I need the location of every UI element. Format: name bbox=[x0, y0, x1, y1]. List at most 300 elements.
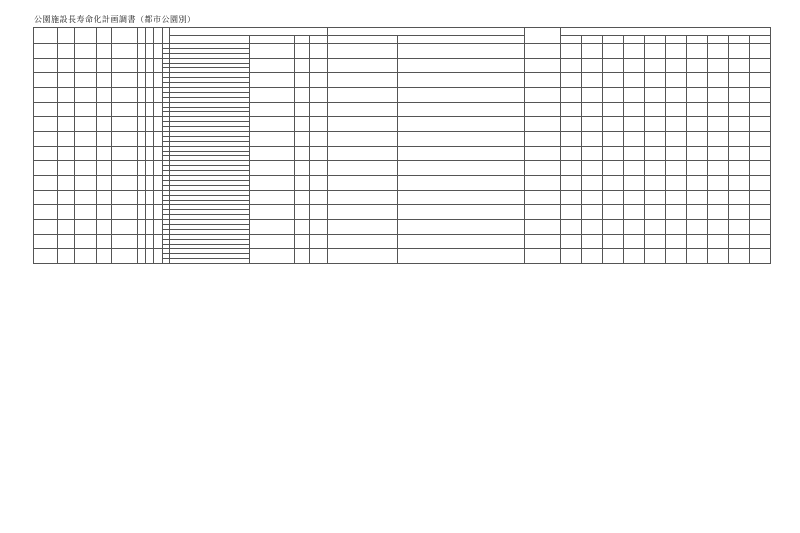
table-cell bbox=[602, 176, 623, 191]
table-cell bbox=[34, 190, 58, 205]
table-cell bbox=[581, 161, 602, 176]
table-cell bbox=[665, 117, 686, 132]
table-cell bbox=[34, 102, 58, 117]
table-cell bbox=[749, 190, 770, 205]
table-cell bbox=[75, 220, 97, 235]
table-cell bbox=[665, 234, 686, 249]
table-cell bbox=[686, 249, 707, 264]
table-cell bbox=[665, 176, 686, 191]
table-cell bbox=[560, 132, 581, 147]
table-cell bbox=[328, 205, 398, 220]
table-cell bbox=[112, 132, 138, 147]
table-cell bbox=[707, 176, 728, 191]
table-cell bbox=[328, 190, 398, 205]
table-cell bbox=[34, 249, 58, 264]
header-cell bbox=[310, 36, 328, 44]
table-cell bbox=[34, 73, 58, 88]
table-cell bbox=[623, 205, 644, 220]
table-cell bbox=[138, 161, 146, 176]
table-cell bbox=[707, 132, 728, 147]
table-cell bbox=[728, 132, 749, 147]
table-cell bbox=[310, 190, 328, 205]
table-cell bbox=[560, 220, 581, 235]
table-cell bbox=[295, 205, 310, 220]
table-cell bbox=[34, 176, 58, 191]
table-cell bbox=[295, 132, 310, 147]
table-cell bbox=[602, 117, 623, 132]
table-cell bbox=[154, 88, 163, 103]
table-cell bbox=[295, 73, 310, 88]
table-cell bbox=[310, 132, 328, 147]
header-cell bbox=[581, 36, 602, 44]
table-cell bbox=[398, 73, 524, 88]
table-cell bbox=[112, 249, 138, 264]
table-cell bbox=[581, 234, 602, 249]
table-cell bbox=[328, 234, 398, 249]
table-cell bbox=[146, 220, 154, 235]
table-cell bbox=[602, 146, 623, 161]
table-cell bbox=[295, 117, 310, 132]
table-cell bbox=[112, 176, 138, 191]
table-cell bbox=[97, 234, 112, 249]
table-cell bbox=[75, 117, 97, 132]
header-cell bbox=[75, 28, 97, 44]
table-cell bbox=[146, 176, 154, 191]
table-cell bbox=[560, 58, 581, 73]
table-cell bbox=[644, 146, 665, 161]
table-cell bbox=[97, 176, 112, 191]
table-cell bbox=[623, 146, 644, 161]
table-cell bbox=[97, 205, 112, 220]
table-cell bbox=[749, 161, 770, 176]
table-cell bbox=[644, 102, 665, 117]
table-cell bbox=[58, 161, 75, 176]
table-cell bbox=[154, 102, 163, 117]
table-cell bbox=[623, 102, 644, 117]
table-cell bbox=[623, 234, 644, 249]
table-cell bbox=[581, 132, 602, 147]
table-cell bbox=[728, 44, 749, 59]
table-cell bbox=[170, 259, 250, 264]
table-cell bbox=[665, 73, 686, 88]
table-cell bbox=[602, 132, 623, 147]
header-cell bbox=[97, 28, 112, 44]
table-cell bbox=[602, 102, 623, 117]
table-cell bbox=[154, 176, 163, 191]
table-cell bbox=[75, 249, 97, 264]
table-cell bbox=[310, 102, 328, 117]
table-cell bbox=[602, 44, 623, 59]
table-cell bbox=[686, 88, 707, 103]
table-cell bbox=[310, 117, 328, 132]
table-cell bbox=[524, 234, 560, 249]
table-cell bbox=[749, 117, 770, 132]
table-row bbox=[34, 190, 771, 195]
table-cell bbox=[581, 220, 602, 235]
table-cell bbox=[97, 88, 112, 103]
table-cell bbox=[97, 220, 112, 235]
table-cell bbox=[97, 117, 112, 132]
table-cell bbox=[524, 146, 560, 161]
table-cell bbox=[58, 190, 75, 205]
table-cell bbox=[310, 176, 328, 191]
table-cell bbox=[328, 220, 398, 235]
table-cell bbox=[581, 88, 602, 103]
table-cell bbox=[644, 73, 665, 88]
table-cell bbox=[75, 88, 97, 103]
table-cell bbox=[581, 249, 602, 264]
table-cell bbox=[524, 190, 560, 205]
table-cell bbox=[686, 44, 707, 59]
table-cell bbox=[560, 190, 581, 205]
table-cell bbox=[146, 132, 154, 147]
table-cell bbox=[524, 220, 560, 235]
table-cell bbox=[328, 117, 398, 132]
table-cell bbox=[310, 58, 328, 73]
table-cell bbox=[623, 117, 644, 132]
table-cell bbox=[398, 190, 524, 205]
table-cell bbox=[75, 161, 97, 176]
table-cell bbox=[524, 249, 560, 264]
table-cell bbox=[154, 161, 163, 176]
table-cell bbox=[728, 161, 749, 176]
table-cell bbox=[749, 58, 770, 73]
table-cell bbox=[398, 220, 524, 235]
table-cell bbox=[398, 146, 524, 161]
table-cell bbox=[644, 220, 665, 235]
table-cell bbox=[295, 220, 310, 235]
table-cell bbox=[146, 102, 154, 117]
header-cell bbox=[112, 28, 138, 44]
table-cell bbox=[310, 161, 328, 176]
table-cell bbox=[328, 132, 398, 147]
table-cell bbox=[58, 234, 75, 249]
table-cell bbox=[112, 44, 138, 59]
table-cell bbox=[34, 88, 58, 103]
header-cell bbox=[34, 28, 58, 44]
table-cell bbox=[707, 117, 728, 132]
header-cell bbox=[328, 36, 398, 44]
table-cell bbox=[398, 249, 524, 264]
table-cell bbox=[154, 234, 163, 249]
table-cell bbox=[665, 132, 686, 147]
table-cell bbox=[749, 220, 770, 235]
table-cell bbox=[398, 234, 524, 249]
table-cell bbox=[146, 161, 154, 176]
table-cell bbox=[749, 205, 770, 220]
header-cell bbox=[560, 36, 581, 44]
table-cell bbox=[398, 58, 524, 73]
table-cell bbox=[310, 146, 328, 161]
table-cell bbox=[328, 73, 398, 88]
table-cell bbox=[138, 220, 146, 235]
table-cell bbox=[524, 44, 560, 59]
table-cell bbox=[97, 146, 112, 161]
table-cell bbox=[602, 249, 623, 264]
table-cell bbox=[707, 220, 728, 235]
header-cell bbox=[623, 36, 644, 44]
table-cell bbox=[581, 117, 602, 132]
table-cell bbox=[524, 73, 560, 88]
table-cell bbox=[112, 58, 138, 73]
table-cell bbox=[665, 146, 686, 161]
table-cell bbox=[728, 220, 749, 235]
table-cell bbox=[97, 249, 112, 264]
table-cell bbox=[112, 117, 138, 132]
table-cell bbox=[112, 73, 138, 88]
table-cell bbox=[34, 146, 58, 161]
table-cell bbox=[138, 102, 146, 117]
table-cell bbox=[524, 102, 560, 117]
table-cell bbox=[58, 88, 75, 103]
table-cell bbox=[623, 161, 644, 176]
table-cell bbox=[295, 176, 310, 191]
table-cell bbox=[686, 146, 707, 161]
table-cell bbox=[749, 132, 770, 147]
table-cell bbox=[34, 117, 58, 132]
table-cell bbox=[560, 44, 581, 59]
table-cell bbox=[686, 161, 707, 176]
table-cell bbox=[146, 205, 154, 220]
table-cell bbox=[524, 176, 560, 191]
table-row bbox=[34, 161, 771, 166]
table-cell bbox=[250, 176, 295, 191]
table-cell bbox=[146, 44, 154, 59]
table-cell bbox=[524, 58, 560, 73]
table-cell bbox=[97, 44, 112, 59]
table-cell bbox=[665, 205, 686, 220]
table-cell bbox=[398, 88, 524, 103]
table-cell bbox=[623, 44, 644, 59]
table-row bbox=[34, 117, 771, 122]
table-cell bbox=[75, 102, 97, 117]
table-cell bbox=[112, 161, 138, 176]
table-cell bbox=[34, 58, 58, 73]
table-cell bbox=[707, 88, 728, 103]
table-cell bbox=[75, 190, 97, 205]
table-cell bbox=[310, 73, 328, 88]
table-cell bbox=[328, 44, 398, 59]
table-cell bbox=[138, 205, 146, 220]
table-cell bbox=[310, 234, 328, 249]
table-cell bbox=[644, 234, 665, 249]
table-cell bbox=[524, 117, 560, 132]
table-cell bbox=[154, 73, 163, 88]
table-cell bbox=[707, 161, 728, 176]
table-cell bbox=[250, 249, 295, 264]
table-cell bbox=[602, 73, 623, 88]
table-cell bbox=[707, 146, 728, 161]
table-cell bbox=[665, 220, 686, 235]
table-cell bbox=[310, 205, 328, 220]
table-cell bbox=[581, 146, 602, 161]
table-cell bbox=[524, 88, 560, 103]
table-cell bbox=[644, 132, 665, 147]
table-row bbox=[34, 205, 771, 210]
table-cell bbox=[644, 44, 665, 59]
table-cell bbox=[581, 190, 602, 205]
table-cell bbox=[623, 220, 644, 235]
table-cell bbox=[75, 234, 97, 249]
table-cell bbox=[138, 176, 146, 191]
table-cell bbox=[749, 102, 770, 117]
header-cell bbox=[707, 36, 728, 44]
table-cell bbox=[97, 132, 112, 147]
table-cell bbox=[749, 234, 770, 249]
table-cell bbox=[146, 234, 154, 249]
header-cell bbox=[602, 36, 623, 44]
table-cell bbox=[154, 220, 163, 235]
table-cell bbox=[138, 249, 146, 264]
table-cell bbox=[138, 88, 146, 103]
table-cell bbox=[665, 44, 686, 59]
table-cell bbox=[328, 146, 398, 161]
table-cell bbox=[581, 44, 602, 59]
table-cell bbox=[138, 73, 146, 88]
table-cell bbox=[581, 58, 602, 73]
header-cell bbox=[58, 28, 75, 44]
header-cell bbox=[644, 36, 665, 44]
table-cell bbox=[728, 102, 749, 117]
table-cell bbox=[728, 176, 749, 191]
table-cell bbox=[728, 88, 749, 103]
table-cell bbox=[34, 234, 58, 249]
table-cell bbox=[250, 190, 295, 205]
header-cell bbox=[138, 28, 146, 44]
table-cell bbox=[58, 132, 75, 147]
table-cell bbox=[154, 132, 163, 147]
table-cell bbox=[398, 176, 524, 191]
plan-table bbox=[33, 27, 771, 264]
table-cell bbox=[250, 146, 295, 161]
table-cell bbox=[398, 132, 524, 147]
table-cell bbox=[75, 205, 97, 220]
table-cell bbox=[602, 88, 623, 103]
table-cell bbox=[560, 117, 581, 132]
table-cell bbox=[560, 161, 581, 176]
table-cell bbox=[707, 73, 728, 88]
table-cell bbox=[250, 205, 295, 220]
table-cell bbox=[97, 58, 112, 73]
table-cell bbox=[728, 117, 749, 132]
table-cell bbox=[524, 132, 560, 147]
table-cell bbox=[749, 88, 770, 103]
table-cell bbox=[398, 161, 524, 176]
header-cell bbox=[146, 28, 154, 44]
table-cell bbox=[58, 176, 75, 191]
table-cell bbox=[707, 58, 728, 73]
table-cell bbox=[623, 249, 644, 264]
table-cell bbox=[398, 117, 524, 132]
table-cell bbox=[112, 234, 138, 249]
header-cell bbox=[163, 28, 170, 44]
table-cell bbox=[665, 249, 686, 264]
table-cell bbox=[295, 234, 310, 249]
table-cell bbox=[75, 176, 97, 191]
table-cell bbox=[728, 234, 749, 249]
table-cell bbox=[749, 146, 770, 161]
table-cell bbox=[602, 161, 623, 176]
table-cell bbox=[250, 44, 295, 59]
table-cell bbox=[602, 190, 623, 205]
table-cell bbox=[581, 102, 602, 117]
table-cell bbox=[310, 249, 328, 264]
table-cell bbox=[58, 73, 75, 88]
table-cell bbox=[560, 205, 581, 220]
table-cell bbox=[112, 102, 138, 117]
table-cell bbox=[398, 205, 524, 220]
table-cell bbox=[97, 190, 112, 205]
table-cell bbox=[75, 146, 97, 161]
table-cell bbox=[328, 58, 398, 73]
table-cell bbox=[310, 44, 328, 59]
table-cell bbox=[146, 190, 154, 205]
table-cell bbox=[665, 88, 686, 103]
table-cell bbox=[581, 73, 602, 88]
table-cell bbox=[138, 58, 146, 73]
table-cell bbox=[138, 117, 146, 132]
table-cell bbox=[686, 205, 707, 220]
table-cell bbox=[34, 161, 58, 176]
table-cell bbox=[328, 88, 398, 103]
table-cell bbox=[295, 190, 310, 205]
table-cell bbox=[250, 73, 295, 88]
header-cell bbox=[665, 36, 686, 44]
table-cell bbox=[34, 205, 58, 220]
table-cell bbox=[665, 161, 686, 176]
header-cell bbox=[295, 36, 310, 44]
table-cell bbox=[707, 234, 728, 249]
table-cell bbox=[112, 220, 138, 235]
table-cell bbox=[154, 205, 163, 220]
table-cell bbox=[560, 176, 581, 191]
table-cell bbox=[112, 146, 138, 161]
table-cell bbox=[58, 44, 75, 59]
table-cell bbox=[154, 249, 163, 264]
table-cell bbox=[34, 132, 58, 147]
table-cell bbox=[623, 58, 644, 73]
table-cell bbox=[75, 58, 97, 73]
table-cell bbox=[250, 161, 295, 176]
table-cell bbox=[75, 44, 97, 59]
table-cell bbox=[602, 58, 623, 73]
header-cell bbox=[560, 28, 770, 36]
table-cell bbox=[602, 220, 623, 235]
header-cell bbox=[170, 36, 250, 44]
table-cell bbox=[728, 205, 749, 220]
table-cell bbox=[328, 102, 398, 117]
table-cell bbox=[686, 117, 707, 132]
table-row bbox=[34, 146, 771, 151]
table-cell bbox=[644, 117, 665, 132]
table-cell bbox=[398, 44, 524, 59]
header-row-1 bbox=[34, 28, 771, 36]
table-cell bbox=[154, 44, 163, 59]
table-cell bbox=[560, 88, 581, 103]
header-cell bbox=[328, 28, 524, 36]
table-cell bbox=[728, 73, 749, 88]
header-cell bbox=[250, 36, 295, 44]
table-cell bbox=[398, 102, 524, 117]
table-cell bbox=[644, 249, 665, 264]
table-cell bbox=[250, 117, 295, 132]
table-cell bbox=[749, 44, 770, 59]
table-cell bbox=[644, 190, 665, 205]
table-row bbox=[34, 102, 771, 107]
table-cell bbox=[524, 205, 560, 220]
table-cell bbox=[138, 132, 146, 147]
table-cell bbox=[138, 190, 146, 205]
